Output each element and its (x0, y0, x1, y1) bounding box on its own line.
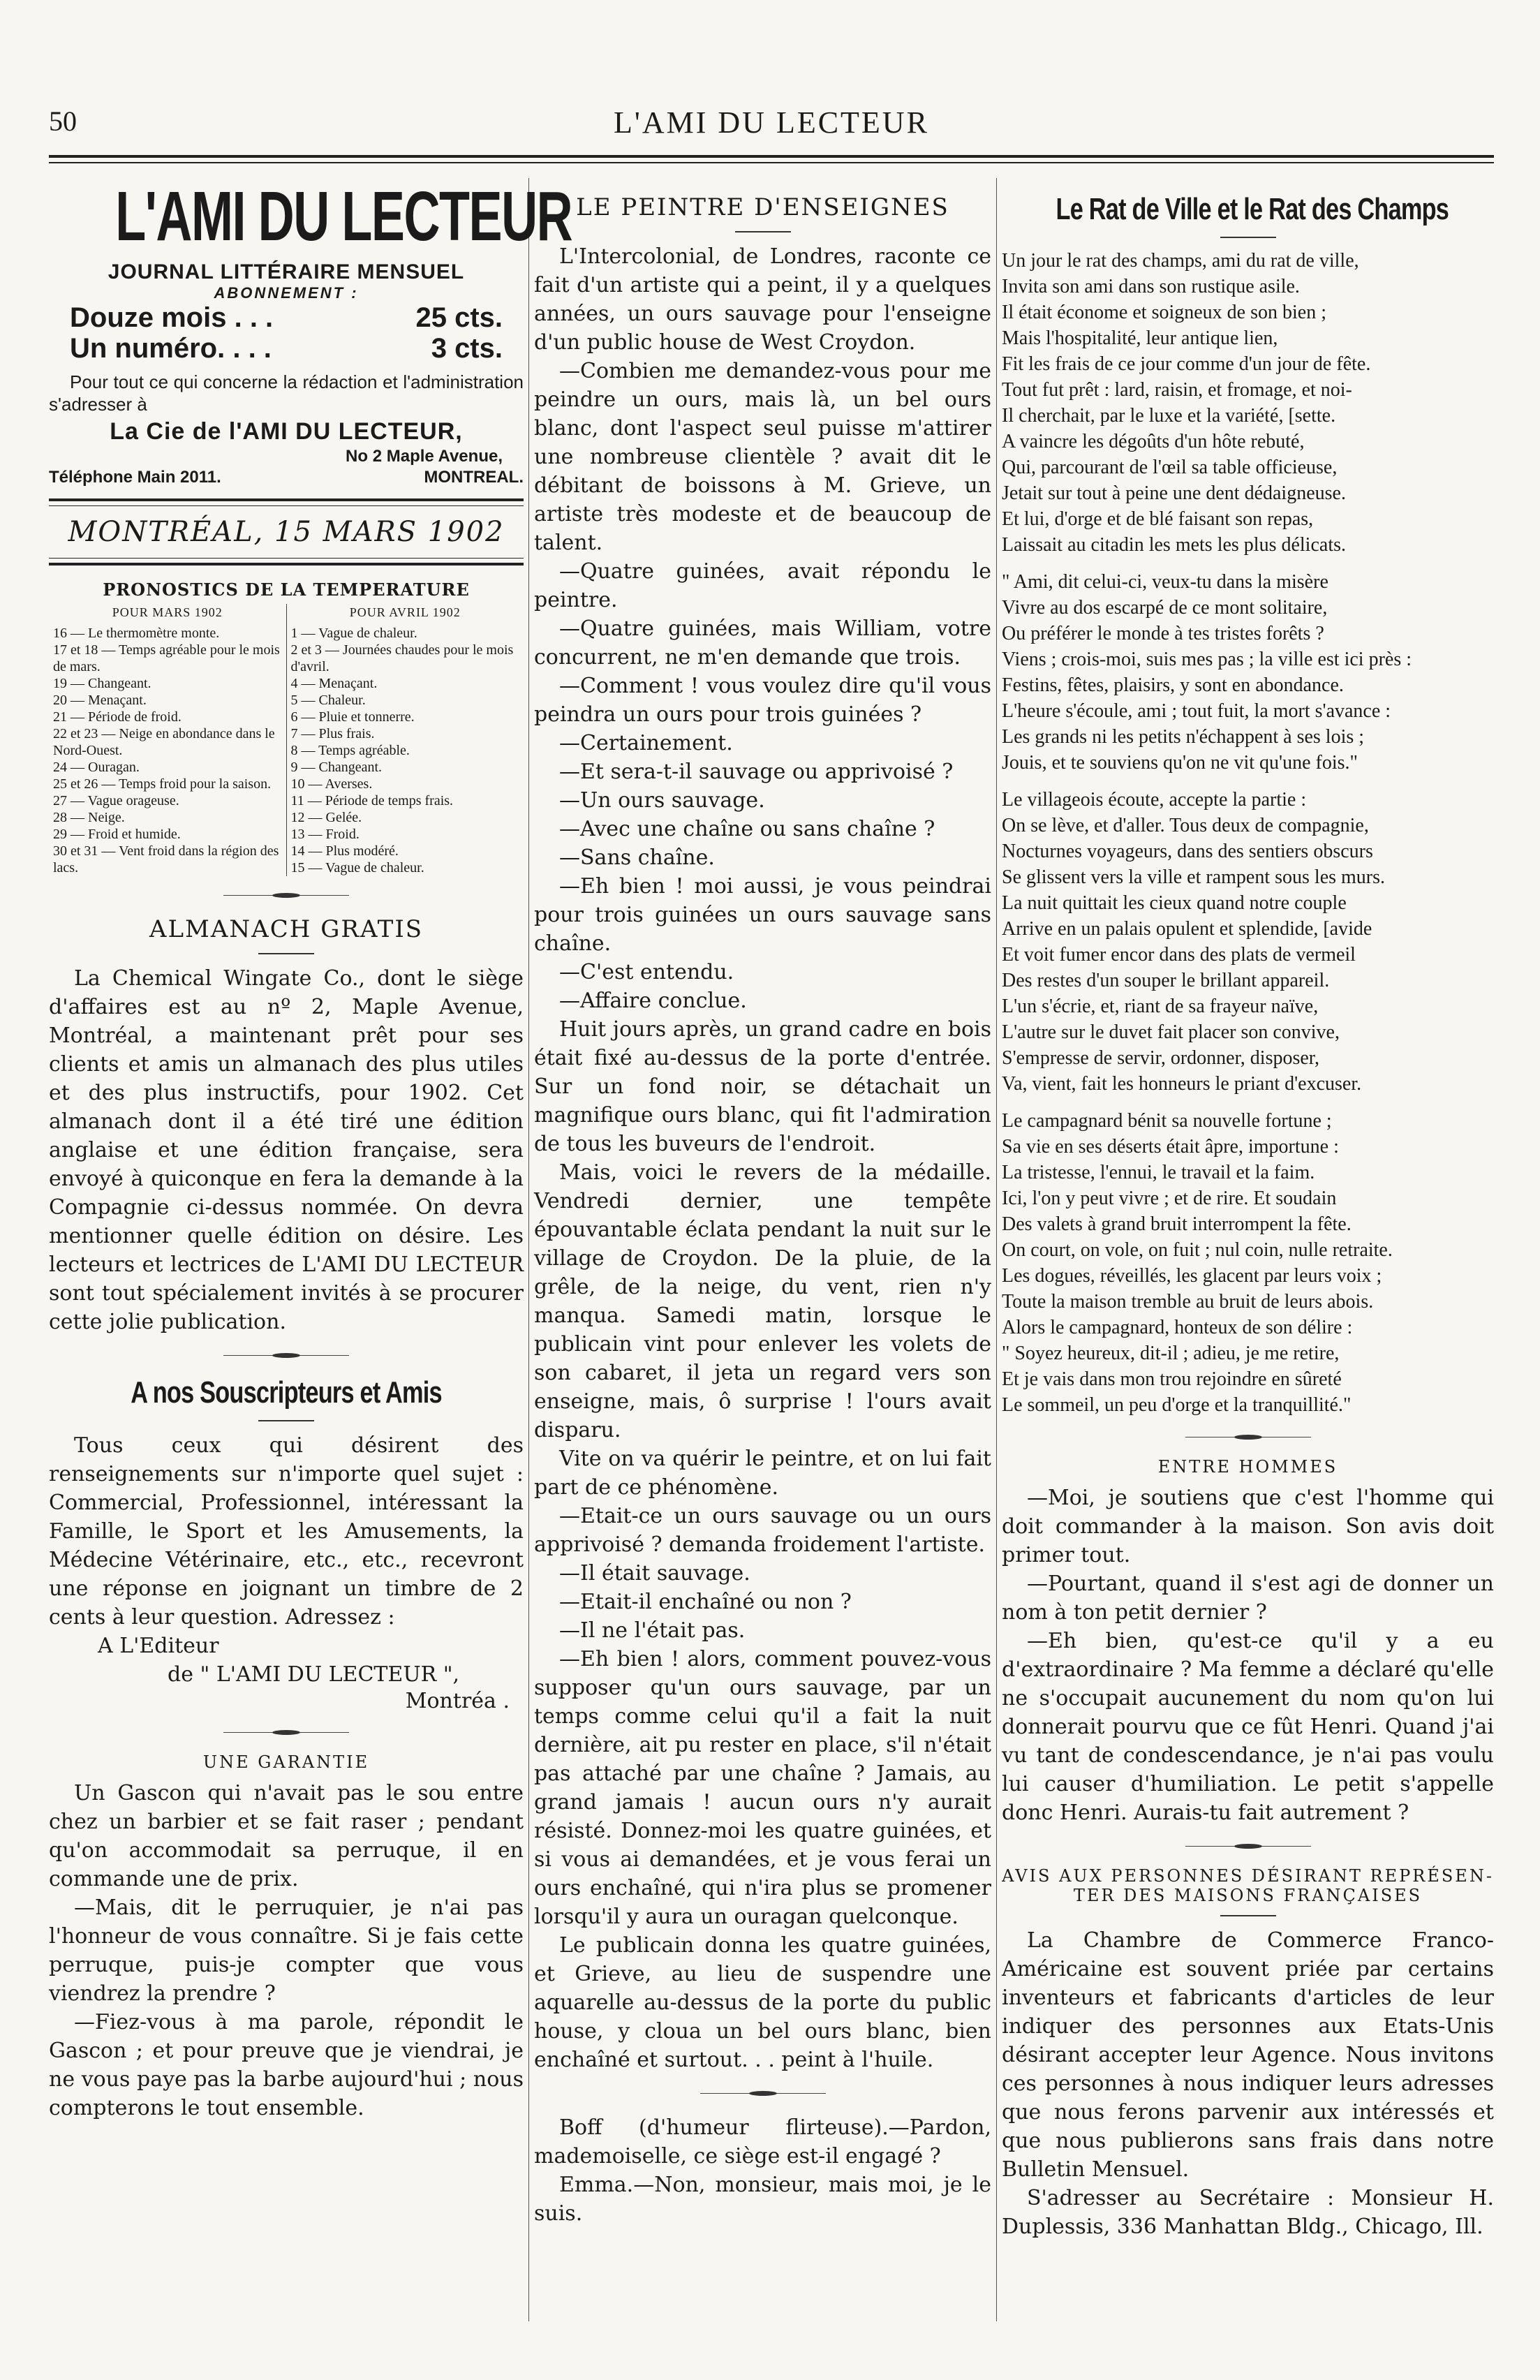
poem-line: Il était économe et soigneux de son bien ; (1002, 302, 1326, 323)
rule (49, 563, 524, 566)
forecast-entry: 5 — Chaleur. (290, 693, 366, 708)
editor-address: de " L'AMI DU LECTEUR ", (168, 1662, 460, 1687)
masthead-title: L'AMI DU LECTEUR (115, 177, 572, 256)
price-value: 25 cts. (415, 302, 503, 333)
price-row-issue (49, 333, 524, 364)
company-name: La Cie de l'AMI DU LECTEUR, (110, 418, 463, 445)
forecast-entry: 24 — Ouragan. (53, 760, 140, 775)
title-dash (1220, 1915, 1276, 1916)
garantie-title: UNE GARANTIE (202, 1752, 370, 1772)
forecast-entry: 13 — Froid. (290, 827, 360, 842)
garantie-paragraph: Un Gascon qui n'avait pas le sou entre chez un barbier et se fait raser ; pendant qu'on accommodait sa perruque, il en commande une de prix. (49, 1781, 524, 1891)
poem-line: Vivre au dos escarpé de ce mont solitaire, (1002, 597, 1328, 619)
peintre-paragraph: —Sans chaîne. (559, 845, 715, 870)
company-address: No 2 Maple Avenue, (346, 447, 503, 466)
forecast-entry: 21 — Période de froid. (53, 709, 182, 725)
forecast-entry: 19 — Changeant. (53, 676, 151, 691)
forecast-entry: 30 et 31 — Vent froid dans la région des lacs. (53, 843, 279, 875)
poem-line: Les dogues, réveillés, les glacent par leurs voix ; (1002, 1265, 1382, 1287)
entre-hommes-article (1002, 1457, 1494, 1827)
dateline: MONTRÉAL, 15 MARS 1902 (68, 516, 505, 548)
pronostics-april-header: POUR AVRIL 1902 (349, 605, 461, 619)
peintre-paragraph: —Affaire conclue. (559, 989, 747, 1013)
ornament-divider (223, 1354, 349, 1357)
poem-line: Des valets à grand bruit interrompent la fête. (1002, 1213, 1352, 1235)
contact-row (49, 468, 524, 487)
forecast-entry: 28 — Neige. (53, 810, 125, 825)
poem-line: Arrive en un palais opulent et splendide, [avide (1002, 918, 1372, 940)
ornament-divider (223, 1731, 349, 1734)
poem-line: Viens ; crois-moi, suis mes pas ; la ville est ici près : (1002, 649, 1412, 670)
poem-line: Des restes d'un souper le brillant appareil. (1002, 970, 1330, 991)
peintre-paragraph: —Et sera-t-il sauvage ou apprivoisé ? (559, 760, 954, 784)
poem-line: Les grands ni les petits n'échappent à ses lois ; (1002, 726, 1365, 748)
peintre-paragraph: —Avec une chaîne ou sans chaîne ? (559, 817, 935, 841)
poem-line: Mais l'hospitalité, leur antique lien, (1002, 327, 1278, 349)
forecast-entry: 11 — Période de temps frais. (290, 793, 454, 808)
souscripteurs-title: A nos Souscripteurs et Amis (131, 1375, 442, 1410)
forecast-entry: 2 et 3 — Journées chaudes pour le mois d'avril. (290, 642, 514, 674)
column-3 (1002, 178, 1494, 2321)
abonnement-label: ABONNEMENT : (214, 284, 359, 302)
peintre-paragraph: —Comment ! vous voulez dire qu'il vous peindra un ours pour trois guinées ? (534, 674, 991, 727)
peintre-paragraph: —Un ours sauvage. (559, 788, 765, 813)
peintre-paragraph: —Etait-ce un ours sauvage ou un ours apprivoisé ? demanda froidement l'artiste. (534, 1504, 991, 1557)
almanach-body: La Chemical Wingate Co., dont le siège d'affaires est au nº 2, Maple Avenue, Montréal, a maintenant prêt pour ses clients et amis un almanach des plus utiles et des plus instructifs, pour 1902. Cet almanach dont il a été tiré une édition anglaise et une édition française, sera envoyé à quiconque en fera la demande à la Compagnie ci-dessus nommée. On devra mentionner quelle édition on désire. Les lecteurs et lectrices de L'AMI DU LECTEUR sont tout spécialement invités à se procurer cette jolie publication. (49, 966, 524, 1334)
garantie-paragraph: —Mais, dit le perruquier, je n'ai pas l'honneur de vous connaître. Si je fais cette perruque, puis-je compter que vous viendrez la prendre ? (49, 1895, 524, 2006)
garantie-article (49, 1752, 524, 2122)
almanach-title: ALMANACH GRATIS (149, 915, 424, 943)
avis-paragraph: La Chambre de Commerce Franco-Américaine est souvent priée par certains inventeurs et fabricants d'articles de leur indiquer des personnes aux Etats-Unis désirant accepter leur Agence. Nous invitons ces personnes à nous indiquer leurs adresses que nous ferons parvenir aux intéressés et que nous publierons sans frais dans notre Bulletin Mensuel. (1002, 1928, 1494, 2182)
poem-line: Festins, fêtes, plaisirs, y sont en abondance. (1002, 674, 1344, 696)
ornament-divider (1185, 1845, 1311, 1848)
top-rule-thin (49, 162, 1494, 163)
poem-line: Tout fut prêt : lard, raisin, et fromage, et noi- (1002, 379, 1352, 401)
peintre-paragraph: —Quatre guinées, mais William, votre concurrent, ne m'en demande que trois. (534, 616, 991, 670)
boff-paragraph: Emma.—Non, monsieur, mais moi, je le suis. (534, 2173, 991, 2226)
forecast-entry: 12 — Gelée. (290, 810, 362, 825)
poem-line: L'un s'écrie, et, riant de sa frayeur naïve, (1002, 996, 1319, 1017)
city: MONTREAL. (424, 468, 524, 487)
editor-city: Montréa . (405, 1689, 510, 1713)
forecast-entry: 16 — Le thermomètre monte. (53, 626, 220, 641)
entre-hommes-paragraph: —Moi, je soutiens que c'est l'homme qui doit commander à la maison. Son avis doit primer tout. (1002, 1486, 1494, 1567)
running-title: L'AMI DU LECTEUR (614, 105, 929, 140)
peintre-paragraph: —Eh bien ! moi aussi, je vous peindrai pour trois guinées un ours sauvage sans chaîne. (534, 874, 991, 956)
avis-paragraph: S'adresser au Secrétaire : Monsieur H. Duplessis, 336 Manhattan Bldg., Chicago, Ill. (1002, 2186, 1494, 2239)
poem-line: Le campagnard bénit sa nouvelle fortune ; (1002, 1110, 1332, 1132)
poem-line: Et voit fumer encor dans des plats de vermeil (1002, 944, 1356, 966)
forecast-entry: 4 — Menaçant. (290, 676, 378, 691)
poem-line: Va, vient, fait les honneurs le priant d'excuser. (1002, 1073, 1362, 1095)
poem-line: Sa vie en ses déserts était âpre, importune : (1002, 1136, 1339, 1158)
forecast-entry: 10 — Averses. (290, 776, 373, 792)
poem-line: A vaincre les dégoûts d'un hôte rebuté, (1002, 431, 1305, 452)
poem-line: Toute la maison tremble au bruit de leurs abois. (1002, 1291, 1374, 1313)
poem-line: L'autre sur le duvet fait placer son convive, (1002, 1021, 1340, 1043)
column-divider (528, 178, 529, 2321)
poem-stanza (1002, 569, 1494, 776)
forecast-entry: 6 — Pluie et tonnerre. (290, 709, 415, 725)
column-2 (534, 178, 991, 2321)
pronostics-april (286, 604, 524, 876)
rule (49, 498, 524, 501)
poem-line: La nuit quittait les cieux quand notre couple (1002, 892, 1347, 914)
forecast-entry: 17 et 18 — Temps agréable pour le mois de mars. (53, 642, 280, 674)
peintre-paragraph: —Il ne l'était pas. (559, 1618, 746, 1643)
poem-line: Alors le campagnard, honteux de son délire : (1002, 1317, 1353, 1338)
avis-title: AVIS AUX PERSONNES DÉSIRANT REPRÉSEN- (1002, 1866, 1494, 1886)
souscripteurs-article (49, 1375, 524, 1713)
entre-hommes-paragraph: —Eh bien, qu'est-ce qu'il y a eu d'extraordinaire ? Ma femme a déclaré qu'elle ne s'occupait aucunement du nom qu'on lui donnerait pourvu que ce fût Henri. Quand j'ai vu tant de condescendance, je n'ai pas voulu lui causer d'humiliation. Le petit s'appelle donc Henri. Aurais-tu fait autrement ? (1002, 1629, 1494, 1825)
peintre-paragraph: —Certainement. (559, 731, 733, 755)
peintre-paragraph: —Eh bien ! alors, comment pouvez-vous supposer qu'un ours sauvage, par un temps comme celui qu'il a fait la nuit dernière, ait pu rester en place, s'il n'était pas attaché par une chaîne ? Jamais, au grand jamais ! aucun ours n'y aurait résisté. Donnez-moi les quatre guinées, et si vous ai demandées, et je vous ferai un ours enchaîné, qui n'ira plus se promener lorsqu'il y aura un ouragan quelconque. (534, 1647, 991, 1929)
poem-line: Jetait sur tout à peine une dent dédaigneuse. (1002, 482, 1346, 504)
masthead (49, 177, 572, 566)
almanach-article (49, 915, 524, 1336)
poem-line: Un jour le rat des champs, ami du rat de ville, (1002, 250, 1359, 272)
peintre-paragraph: —Etait-il enchaîné ou non ? (559, 1590, 852, 1614)
poem-line: On se lève, et d'aller. Tous deux de compagnie, (1002, 815, 1369, 836)
forecast-entry: 22 et 23 — Neige en abondance dans le Nord-Ouest. (53, 726, 275, 758)
boff-article (534, 2113, 991, 2228)
poem-line: Le sommeil, un peu d'orge et la tranquillité." (1002, 1394, 1352, 1416)
forecast-entry: 8 — Temps agréable. (290, 743, 410, 758)
peintre-paragraph: Le publicain donna les quatre guinées, et Grieve, au lieu de suspendre une aquarelle au-dessus de la porte du public house, y cloua un bel ours blanc, bien enchaîné et surtout. . . peint à l'huile. (534, 1933, 991, 2072)
forecast-entry: 14 — Plus modéré. (290, 843, 399, 859)
forecast-entry: 27 — Vague orageuse. (53, 793, 179, 808)
entre-hommes-title: ENTRE HOMMES (1157, 1457, 1338, 1477)
poem-line: Ou préférer le monde à tes tristes forêts ? (1002, 623, 1324, 644)
forecast-entry: 20 — Menaçant. (53, 693, 147, 708)
poem-line: On court, on vole, on fuit ; nul coin, nulle retraite. (1002, 1239, 1393, 1261)
entre-hommes-paragraph: —Pourtant, quand il s'est agi de donner un nom à ton petit dernier ? (1002, 1572, 1494, 1625)
poem-line: " Ami, dit celui-ci, veux-tu dans la misère (1002, 571, 1328, 593)
peintre-paragraph: Vite on va quérir le peintre, et on lui fait part de ce phénomène. (534, 1447, 991, 1500)
poem-line: Et je vais dans mon trou rejoindre en sûreté (1002, 1368, 1342, 1390)
price-label: Un numéro. . . . (70, 333, 272, 364)
poem-line: Nocturnes voyageurs, dans des sentiers obscurs (1002, 841, 1373, 862)
peintre-paragraph: Mais, voici le revers de la médaille. Vendredi dernier, une tempête épouvantable éclata pendant la nuit sur le village de Croydon. De la pluie, de la grêle, de la neige, du vent, rien n'y manqua. Samedi matin, lorsque le publicain vint pour enlever les volets de son cabaret, il jeta un regard vers son enseigne, mais, ô surprise ! l'ours avait disparu. (534, 1160, 991, 1442)
poem-line: La tristesse, l'ennui, le travail et la faim. (1002, 1162, 1315, 1183)
telephone: Téléphone Main 2011. (49, 468, 221, 487)
page-number: 50 (49, 105, 77, 137)
rule (49, 505, 524, 506)
poem-line: S'empresse de servir, ordonner, disposer, (1002, 1047, 1320, 1069)
running-head (49, 105, 1494, 147)
boff-paragraph: Boff (d'humeur flirteuse).—Pardon, mademoiselle, ce siège est-il engagé ? (534, 2115, 991, 2168)
title-dash (1220, 237, 1276, 238)
pronostics-title: PRONOSTICS DE LA TEMPERATURE (103, 579, 470, 600)
garantie-paragraph: —Fiez-vous à ma parole, répondit le Gascon ; et pour preuve que je viendrai, je ne vous paye pas la barbe aujourd'hui ; nous compterons le tout ensemble. (49, 2010, 524, 2120)
poem-line: Et lui, d'orge et de blé faisant son repas, (1002, 508, 1314, 530)
title-dash (258, 1420, 314, 1421)
souscripteurs-body: Tous ceux qui désirent des renseignements sur n'importe quel sujet : Commercial, Professionnel, intéressant la Famille, le Sport et les Amusements, la Médecine Vétérinaire, etc., etc., recevront une réponse en joignant un timbre de 2 cents à leur question. Adressez : (49, 1433, 524, 1629)
title-dash (258, 953, 314, 954)
admin-note: Pour tout ce qui concerne la rédaction et l'administration s'adresser à (49, 371, 524, 415)
price-label: Douze mois . . . (70, 302, 274, 333)
poem-line: Invita son ami dans son rustique asile. (1002, 276, 1300, 297)
poem-line: Ici, l'on y peut vivre ; et de rire. Et soudain (1002, 1188, 1337, 1209)
poem-stanza (1002, 248, 1494, 558)
peintre-paragraph: —C'est entendu. (559, 960, 734, 984)
pronostics-march (49, 604, 286, 876)
avis-title: TER DES MAISONS FRANÇAISES (1073, 1886, 1423, 1905)
rat-title: Le Rat de Ville et le Rat des Champs (1056, 192, 1449, 226)
poem-stanza (1002, 787, 1494, 1097)
peintre-paragraph: —Il était sauvage. (559, 1561, 750, 1586)
ornament-divider (1185, 1436, 1311, 1439)
rule (49, 558, 524, 559)
poem-line: Jouis, et te souviens qu'on ne vit qu'une fois." (1002, 752, 1358, 774)
avis-article (1002, 1866, 1494, 2241)
forecast-entry: 25 et 26 — Temps froid pour la saison. (53, 776, 272, 792)
pronostics-march-header: POUR MARS 1902 (112, 605, 223, 619)
poem-stanza (1002, 1108, 1494, 1418)
forecast-entry: 7 — Plus frais. (290, 726, 375, 741)
pronostics-section (49, 579, 524, 876)
column-divider (996, 178, 997, 2321)
peintre-article (534, 193, 991, 2074)
editor-address: A L'Editeur (98, 1634, 219, 1658)
ornament-divider (700, 2092, 826, 2095)
poem-line: Qui, parcourant de l'œil sa table officieuse, (1002, 457, 1338, 478)
forecast-entry: 29 — Froid et humide. (53, 827, 181, 842)
peintre-paragraph: Huit jours après, un grand cadre en bois était fixé au-dessus de la porte d'entrée. Sur un fond noir, se détachait un magnifique ours blanc, qui fit l'admiration de tous les buveurs de l'endroit. (534, 1017, 991, 1156)
poem-line: Se glissent vers la ville et rampent sous les murs. (1002, 866, 1386, 888)
price-value: 3 cts. (431, 333, 503, 364)
masthead-subtitle: JOURNAL LITTÉRAIRE MENSUEL (108, 260, 465, 283)
peintre-paragraph: L'Intercolonial, de Londres, raconte ce fait d'un artiste qui a peint, il y a quelques années, un ours sauvage pour l'enseigne d'un public house de West Croydon. (534, 244, 991, 355)
poem-line: Le villageois écoute, accepte la partie : (1002, 789, 1307, 811)
rat-poem (1002, 192, 1494, 1418)
top-rule (49, 155, 1494, 158)
peintre-paragraph: —Combien me demandez-vous pour me peindre un ours, mais là, un bel ours blanc, dont l'aspect seul puisse m'attirer une nombreuse clientèle ? avait dit le débitant de boissons à M. Grieve, un artiste très modeste et de beaucoup de talent. (534, 359, 991, 555)
poem-line: L'heure s'écoule, ami ; tout fuit, la mort s'avance : (1002, 700, 1391, 722)
ornament-divider (223, 894, 349, 897)
price-row-year (49, 302, 524, 333)
forecast-entry: 1 — Vague de chaleur. (290, 626, 417, 641)
column-1 (49, 177, 572, 2321)
title-dash (735, 231, 791, 232)
pronostics-table (49, 604, 524, 876)
peintre-paragraph: —Quatre guinées, avait répondu le peintre. (534, 559, 991, 612)
forecast-entry: 15 — Vague de chaleur. (290, 860, 424, 875)
poem-line: Laissait au citadin les mets les plus délicats. (1002, 534, 1346, 556)
peintre-title: LE PEINTRE D'ENSEIGNES (576, 193, 949, 221)
poem-line: Il cherchait, par le luxe et la variété, [sette. (1002, 405, 1336, 427)
forecast-entry: 9 — Changeant. (290, 760, 383, 775)
poem-line: Fit les frais de ce jour comme d'un jour de fête. (1002, 353, 1371, 375)
poem-line: " Soyez heureux, dit-il ; adieu, je me retire, (1002, 1343, 1340, 1364)
